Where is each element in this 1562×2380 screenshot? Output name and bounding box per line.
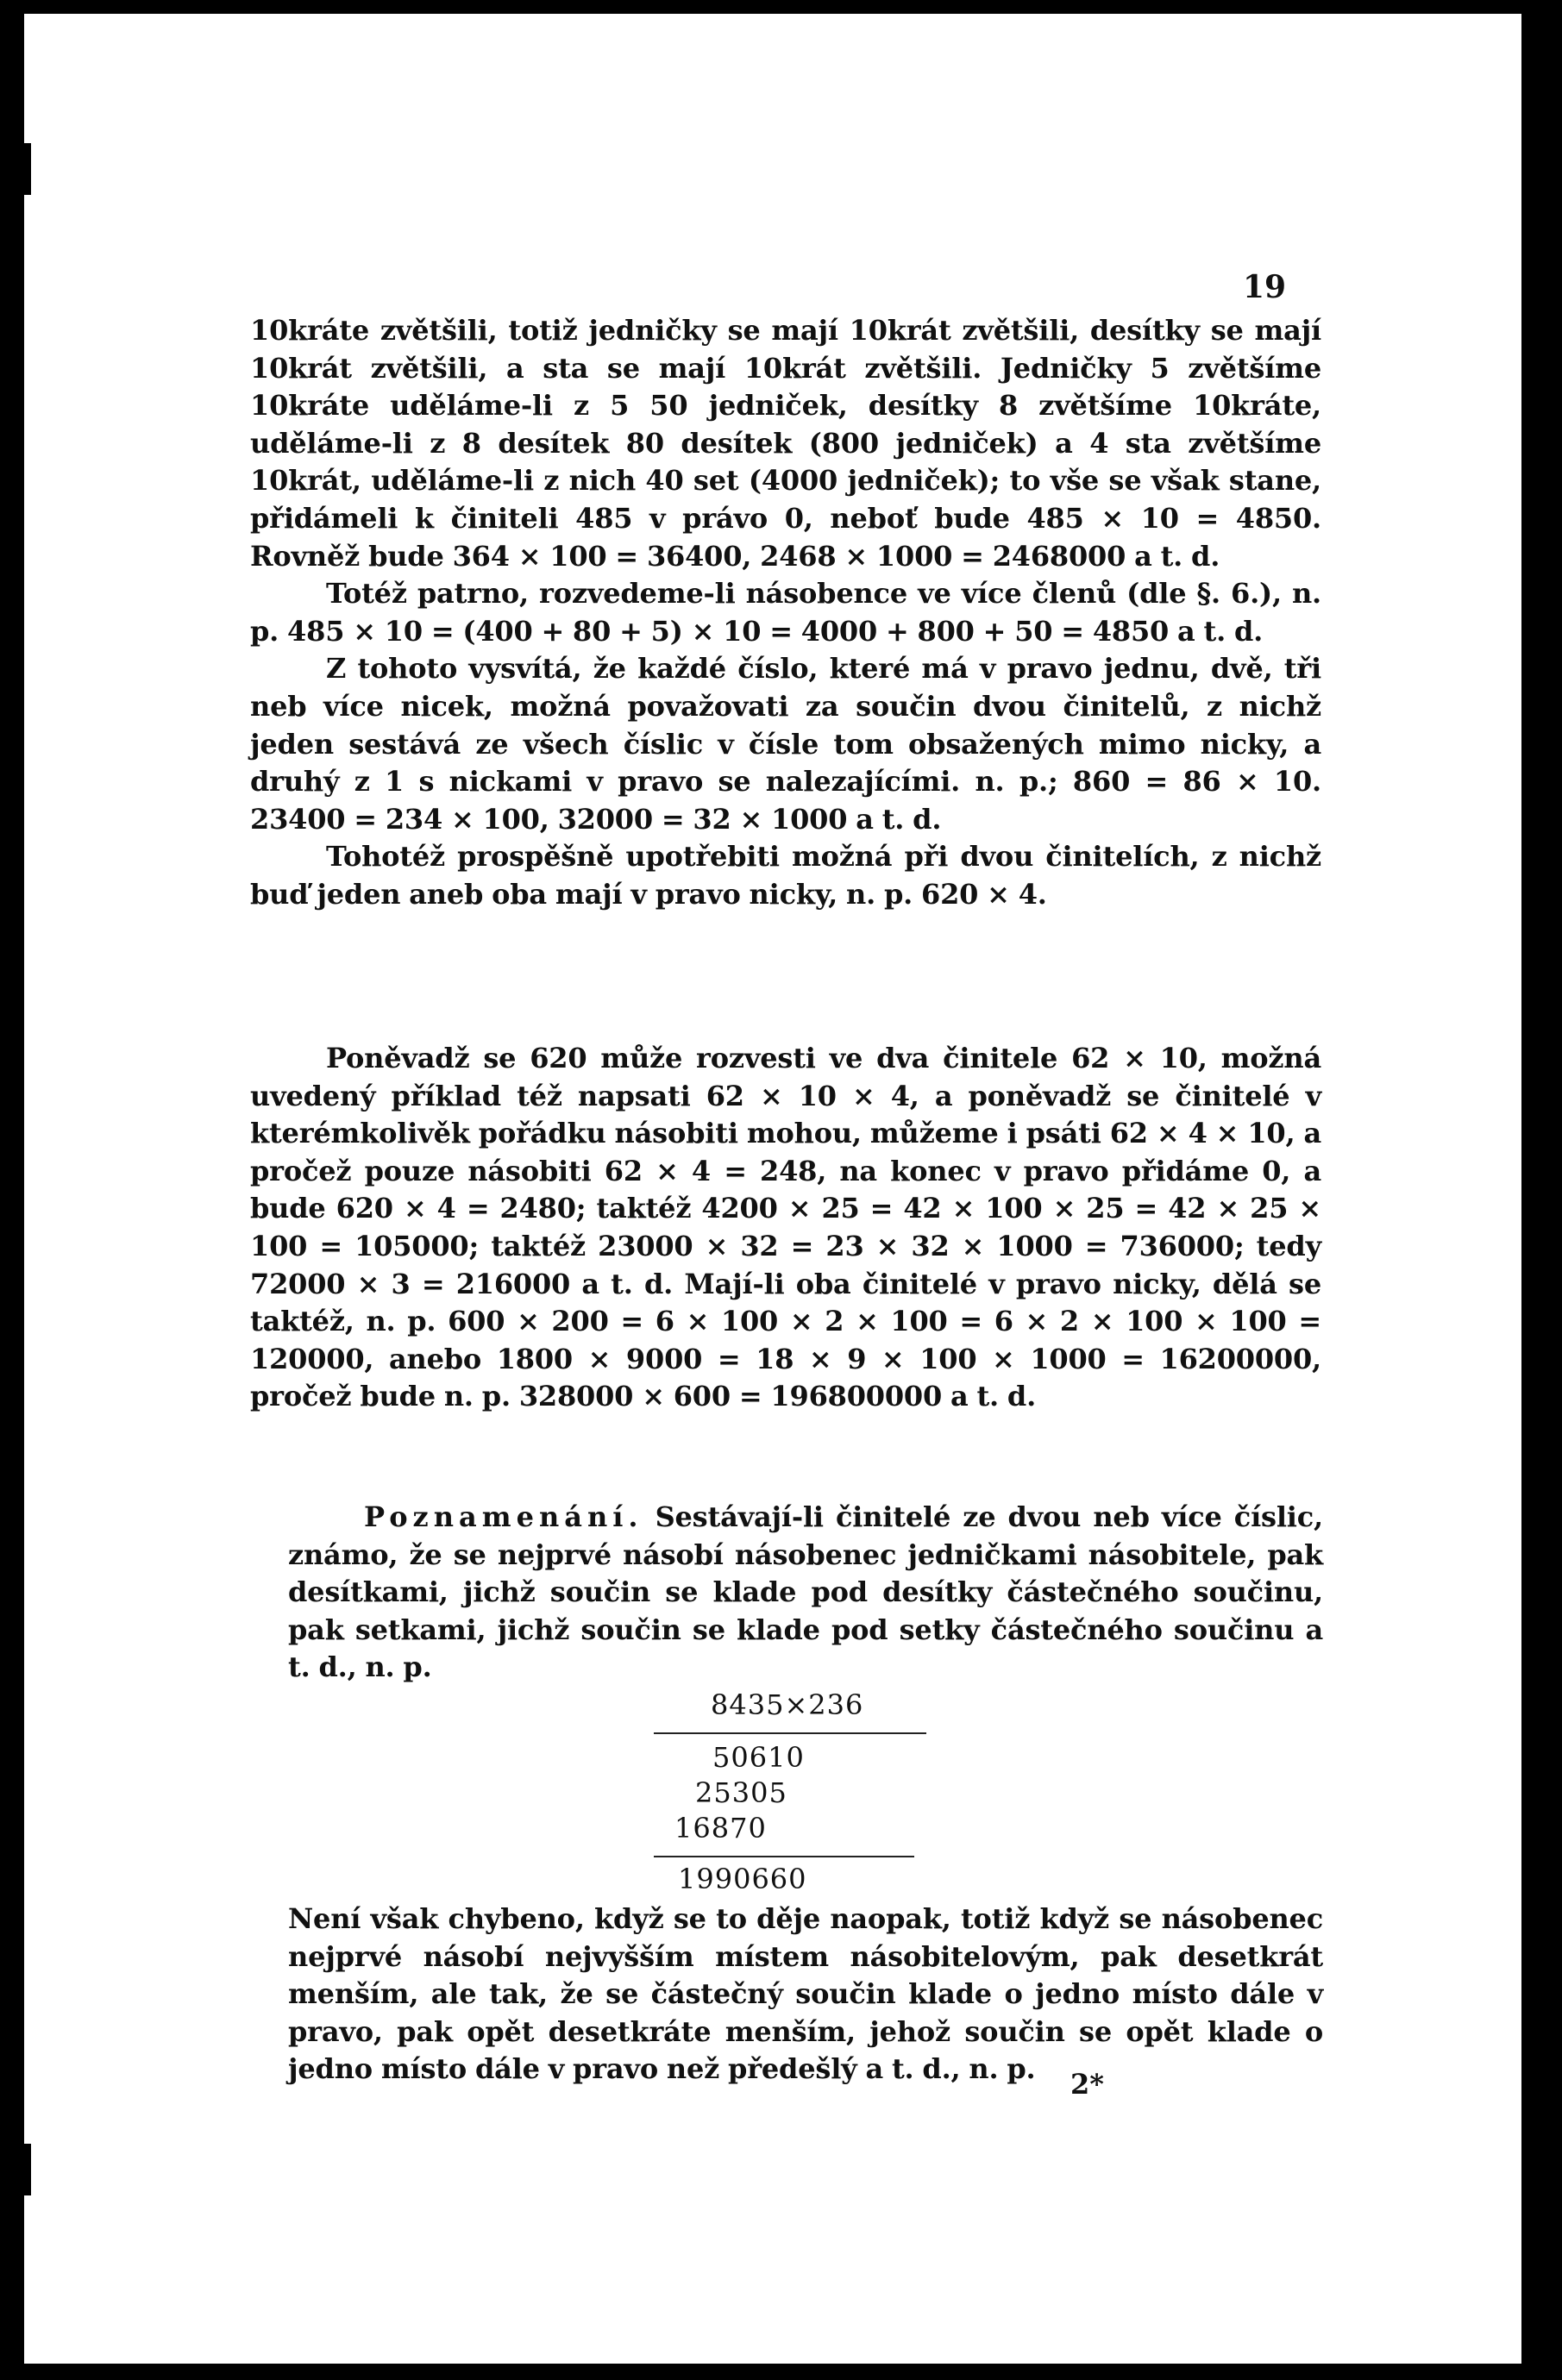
calc-rule-top <box>654 1732 926 1734</box>
note-heading: Poznamenání. <box>364 1500 643 1533</box>
final-text <box>288 1901 1323 2089</box>
main-text-continued <box>250 1040 1321 1416</box>
binding-mark-bottom <box>24 2144 31 2195</box>
paragraph-4: Tohotéž prospěšně upotřebiti možná při dvou činitelích, z nichž buď jeden aneb oba mají v pravo nicky, n. p. 620 × 4. <box>250 840 1321 911</box>
binding-mark-top <box>24 143 31 195</box>
page-number: 19 <box>1243 269 1287 305</box>
calc-rule-bottom <box>654 1856 914 1857</box>
note-block <box>288 1499 1323 1687</box>
note-paragraph <box>288 1499 1323 1687</box>
calc-problem: 8435×236 <box>711 1688 864 1721</box>
scanned-page <box>24 14 1521 2364</box>
calc-partial-2: 25305 <box>695 1776 787 1809</box>
calc-result: 1990660 <box>678 1863 807 1895</box>
calc-partial-3: 16870 <box>674 1812 767 1845</box>
note-text: Sestávají-li činitelé ze dvou neb více číslic, známo, že se nejprvé násobí násobenec jedničkami násobitele, pak desítkami, jichž součin se klade pod desítky částečného součinu, pak setkami, jichž součin se klade pod setky částečného součinu a t. d., n. p. <box>288 1500 1323 1684</box>
calc-partial-1: 50610 <box>712 1741 805 1774</box>
paragraph-2: Totéž patrno, rozvedeme-li násobence ve více členů (dle §. 6.), n. p. 485 × 10 = (400 + 80 + 5) × 10 = 4000 + 800 + 50 = 4850 a t. d. <box>250 577 1321 648</box>
paragraph-1: 10kráte zvětšili, totiž jedničky se mají 10krát zvětšili, desítky se mají 10krát zvětšili, a sta se mají 10krát zvětšili. Jedničky 5 zvětšíme 10kráte uděláme-li z 5 50 jedniček, desítky 8 zvětšíme 10kráte, uděláme-li z 8 desítek 80 desítek (800 jedniček) a 4 sta zvětšíme 10krát, uděláme-li z nich 40 set (4000 jedniček); to vše se však stane, přidámeli k činiteli 485 v právo 0, neboť bude 485 × 10 = 4850. Rovněž bude 364 × 100 = 36400, 2468 × 1000 = 2468000 a t. d. <box>250 314 1321 573</box>
main-text <box>250 312 1321 914</box>
signature-mark: 2* <box>1070 2068 1104 2101</box>
paragraph-3: Z tohoto vysvítá, že každé číslo, které má v pravo jednu, dvě, tři neb více nicek, možná považovati za součin dvou činitelů, z nichž jeden sestává ze všech číslic v čísle tom obsažených mimo nicky, a druhý z 1 s nickami v pravo se nalezajícími. n. p.; 860 = 86 × 10. 23400 = 234 × 100, 32000 = 32 × 1000 a t. d. <box>250 652 1321 836</box>
paragraph-5: Poněvadž se 620 může rozvesti ve dva činitele 62 × 10, možná uvedený příklad též napsati 62 × 10 × 4, a poněvadž se činitelé v kterémkolivěk pořádku násobiti mohou, můžeme i psáti 62 × 4 × 10, a pročež pouze násobiti 62 × 4 = 248, na konec v pravo přidáme 0, a bude 620 × 4 = 2480; taktéž 4200 × 25 = 42 × 100 × 25 = 42 × 25 × 100 = 105000; taktéž 23000 × 32 = 23 × 32 × 1000 = 736000; tedy 72000 × 3 = 216000 a t. d. Mají-li oba činitelé v pravo nicky, dělá se taktéž, n. p. 600 × 200 = 6 × 100 × 2 × 100 = 6 × 2 × 100 × 100 = 120000, anebo 1800 × 9000 = 18 × 9 × 100 × 1000 = 16200000, pročež bude n. p. 328000 × 600 = 196800000 a t. d. <box>250 1042 1321 1413</box>
final-paragraph: Není však chybeno, když se to děje naopak, totiž když se násobenec nejprvé násobí nejvyšším místem násobitelovým, pak desetkrát menším, ale tak, že se částečný součin klade o jedno místo dále v pravo, pak opět desetkráte menším, jehož součin se opět klade o jedno místo dále v pravo než předešlý a t. d., n. p. <box>288 1902 1323 2086</box>
